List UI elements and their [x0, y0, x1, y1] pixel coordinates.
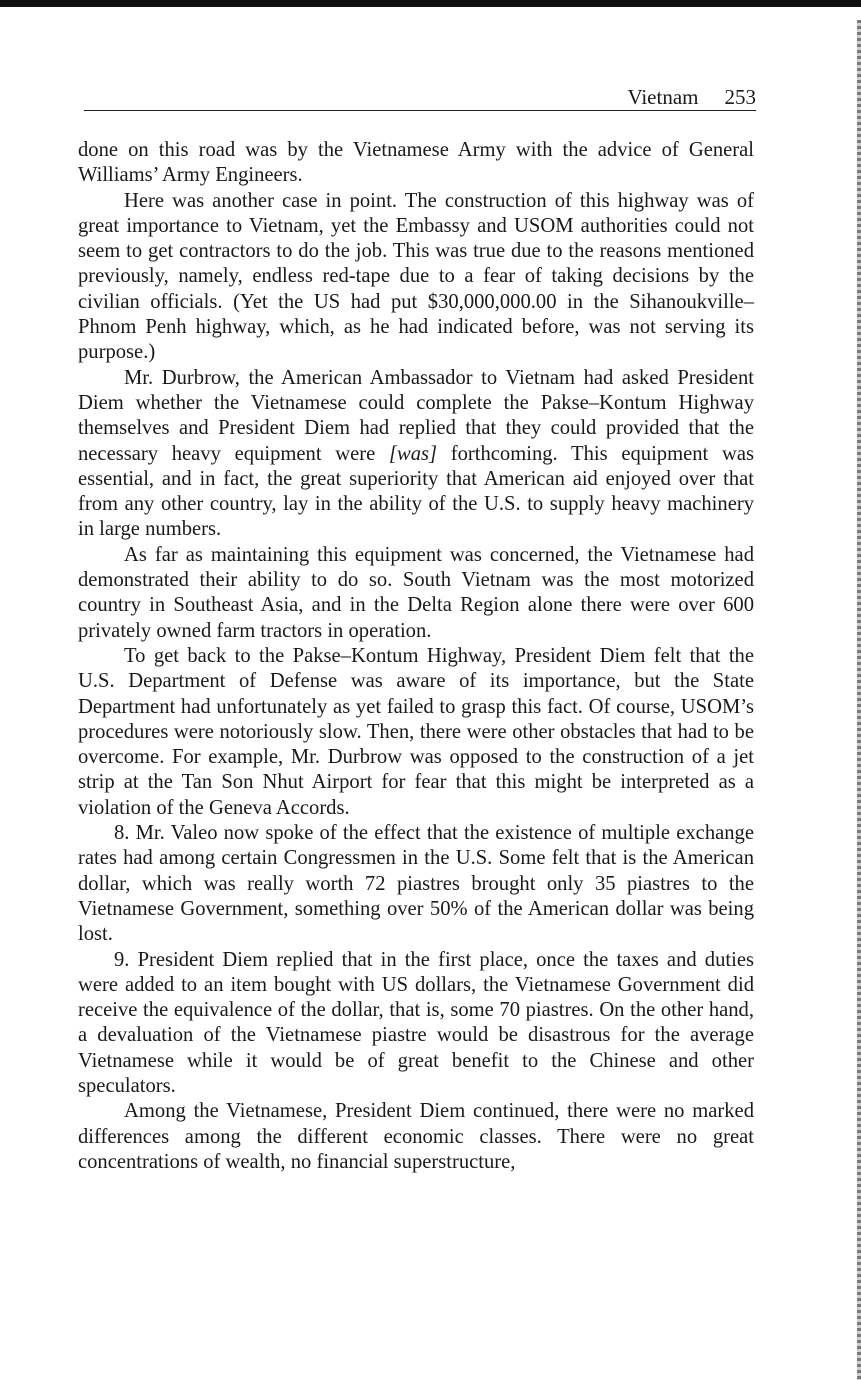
running-head-title: Vietnam — [627, 85, 699, 109]
page-body — [78, 138, 754, 1175]
page-number: 253 — [724, 85, 756, 109]
paragraph-item-9: 9. President Diem replied that in the first place, once the taxes and duties were added to an item bought with US dollars, the Vietnamese Government did receive the equivalence of the dollar, that is, some 70 piastres. On the other hand, a devaluation of the Vietnamese piastre would be disastrous for the average Vietnamese while it would be of great benefit to the Chinese and other speculators. — [78, 948, 754, 1097]
running-head — [84, 84, 756, 111]
page-top-edge — [0, 0, 861, 7]
paragraph-maintenance: As far as maintaining this equipment was concerned, the Vietnamese had demonstrated their ability to do so. South Vietnam was the most motorized country in Southeast Asia, and in the Delta Region alone there were over 600 privately owned farm tractors in operation. — [78, 543, 754, 642]
paragraph-durbrow-text-after: forthcoming. This equipment was essential, and in fact, the great superiority that American aid enjoyed over that from any other country, lay in the ability of the U.S. to supply heavy machinery in large numbers. — [78, 442, 754, 541]
paragraph-durbrow-text-before: Mr. Durbrow, the American Ambassador to Vietnam had asked President Diem whether the Vietnamese could complete the Pakse–Kontum Highway themselves and President Diem had replied that they could provided that the necessary heavy equipment were — [78, 366, 754, 465]
paragraph-pakse-kontum: To get back to the Pakse–Kontum Highway, President Diem felt that the U.S. Department of Defense was aware of its importance, but the State Department had unfortunately as yet failed to grasp this fact. Of course, USOM’s procedures were notoriously slow. Then, there were other obstacles that had to be overcome. For example, Mr. Durbrow was opposed to the construction of a jet strip at the Tan Son Nhut Airport for fear that this might be interpreted as a violation of the Geneva Accords. — [78, 644, 754, 819]
paragraph-construction: Here was another case in point. The construction of this highway was of great importance to Vietnam, yet the Embassy and USOM authorities could not seem to get contractors to do the job. This was true due to the reasons mentioned previously, namely, endless red-tape due to a fear of taking decisions by the civilian officials. (Yet the US had put $30,000,000.00 in the Sihanoukville–Phnom Penh highway, which, as he had indicated before, was not serving its purpose.) — [78, 189, 754, 364]
paragraph-continued: done on this road was by the Vietnamese Army with the advice of General Williams’ Army Engineers. — [78, 139, 754, 187]
paragraph-item-8: 8. Mr. Valeo now spoke of the effect that the existence of multiple exchange rates had among certain Congressmen in the U.S. Some felt that is the American dollar, which was really worth 72 piastres brought only 35 piastres to the Vietnamese Government, something over 50% of the American dollar was being lost. — [78, 822, 754, 946]
page-right-edge — [857, 20, 861, 1380]
editorial-insertion: [was] — [388, 442, 438, 465]
paragraph-durbrow — [78, 366, 754, 543]
paragraph-economic-classes: Among the Vietnamese, President Diem continued, there were no marked differences among the different economic classes. There were no great concentrations of wealth, no financial superstructure, — [78, 1100, 754, 1173]
